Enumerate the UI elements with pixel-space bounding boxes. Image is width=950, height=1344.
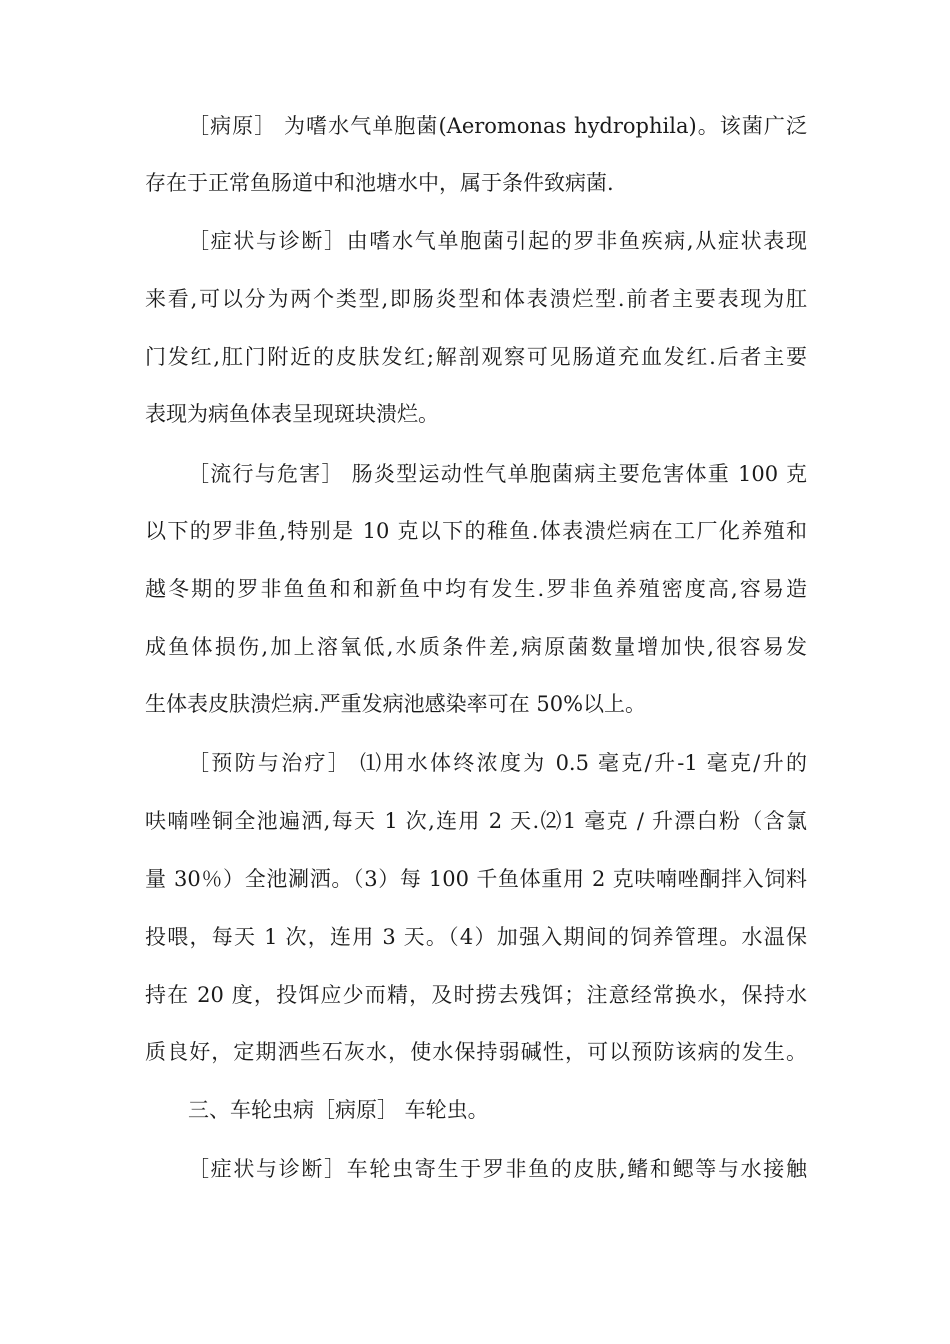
text-line: 越冬期的罗非鱼鱼和和新鱼中均有发生.罗非鱼养殖密度高,容易造 — [145, 577, 807, 601]
text-line: 质良好，定期洒些石灰水，使水保持弱碱性，可以预防该病的发生。 — [145, 1040, 807, 1064]
text-line: 门发红,肛门附近的皮肤发红;解剖观察可见肠道充血发红.后者主要 — [145, 345, 807, 369]
text-line: ［流行与危害］ 肠炎型运动性气单胞菌病主要危害体重 100 克 — [188, 462, 807, 486]
text-line: 持在 20 度，投饵应少而精，及时捞去残饵；注意经常换水，保持水 — [145, 983, 807, 1007]
text-line: 存在于正常鱼肠道中和池塘水中，属于条件致病菌. — [145, 171, 614, 195]
text-line: 呋喃唑铜全池遍洒,每天 1 次,连用 2 天.⑵1 毫克 / 升漂白粉（含氯 — [145, 809, 807, 833]
text-line: 量 30％）全池涮洒。（3）每 100 千鱼体重用 2 克呋喃唑酮拌入饲料 — [145, 867, 807, 891]
text-line: ［症状与诊断］由嗜水气单胞菌引起的罗非鱼疾病,从症状表现 — [188, 229, 807, 253]
text-line: ［症状与诊断］车轮虫寄生于罗非鱼的皮肤,鳍和鳃等与水接触 — [188, 1157, 807, 1181]
text-line: 投喂，每天 1 次，连用 3 天。（4）加强入期间的饲养管理。水温保 — [145, 925, 807, 949]
text-line: 以下的罗非鱼,特别是 10 克以下的稚鱼.体表溃烂病在工厂化养殖和 — [145, 519, 807, 543]
text-line: ［病原］ 为嗜水气单胞菌(Aeromonas hydrophila)。该菌广泛 — [188, 114, 807, 138]
text-line: 三、车轮虫病［病原］ 车轮虫。 — [188, 1098, 489, 1122]
text-line: ［预防与治疗］ ⑴用水体终浓度为 0.5 毫克/升-1 毫克/升的 — [188, 751, 807, 775]
text-line: 来看,可以分为两个类型,即肠炎型和体表溃烂型.前者主要表现为肛 — [145, 287, 807, 311]
text-line: 成鱼体损伤,加上溶氧低,水质条件差,病原菌数量增加快,很容易发 — [145, 635, 807, 659]
text-line: 表现为病鱼体表呈现斑块溃烂。 — [145, 402, 439, 426]
text-line: 生体表皮肤溃烂病.严重发病池感染率可在 50%以上。 — [145, 692, 647, 716]
